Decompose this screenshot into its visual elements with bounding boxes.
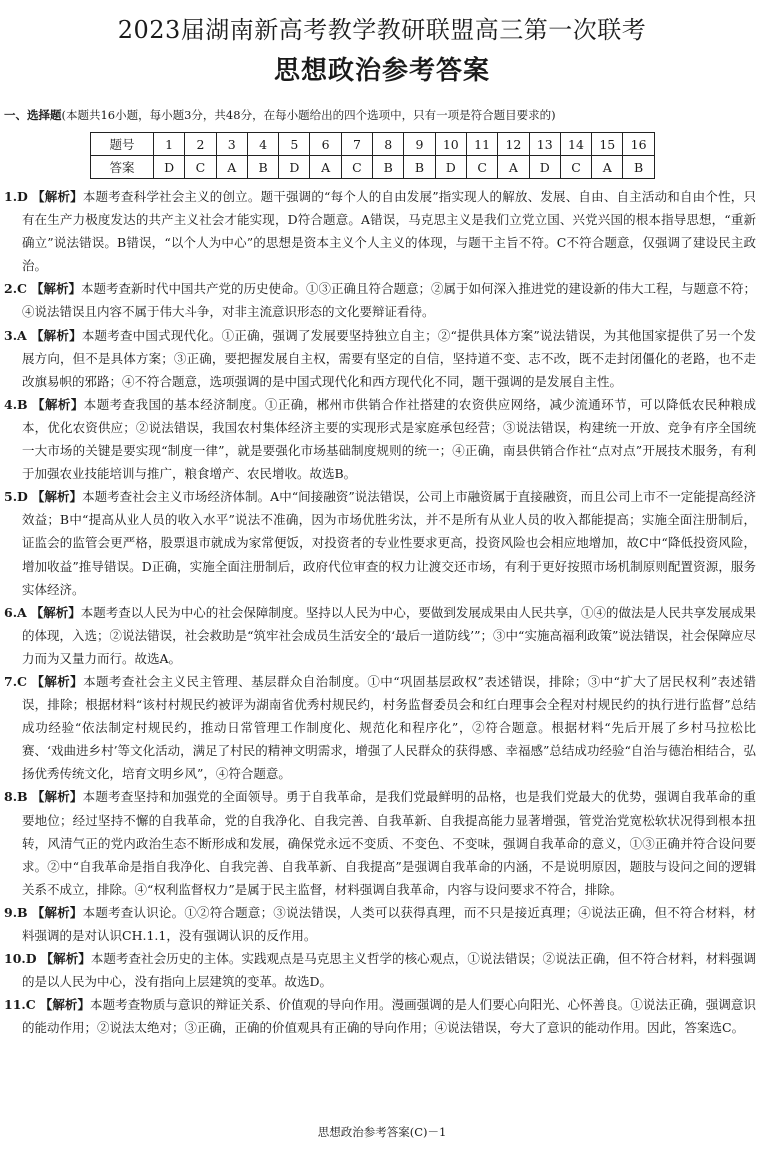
question-number: 9	[404, 133, 435, 156]
question-number: 13	[529, 133, 560, 156]
explanation-item-5	[4, 485, 756, 600]
answer-cell: C	[341, 156, 372, 179]
answer-cell: A	[216, 156, 247, 179]
question-number: 2	[185, 133, 216, 156]
question-number: 4	[247, 133, 278, 156]
item-number: 2.C	[4, 281, 27, 297]
explanation-item-3	[4, 324, 756, 393]
item-number: 5.D	[4, 489, 28, 505]
answer-cell: D	[279, 156, 310, 179]
answer-cell: B	[404, 156, 435, 179]
answer-cell: B	[623, 156, 654, 179]
section-instruction: (本题共16小题，每小题3分，共48分，在每小题给出的四个选项中，只有一项是符合题目要求的)	[61, 108, 556, 122]
analysis-tag: 【解析】	[31, 489, 83, 505]
answer-cell: A	[592, 156, 623, 179]
item-number: 11.C	[4, 997, 36, 1013]
item-text: 本题考查我国的基本经济制度。①正确，郴州市供销合作社搭建的农资供应网络，减少流通环节，可以降低农民种粮成本，优化农资供应；②说法错误，我国农村集体经济主要的实现形式是家庭承包经营；③说法错误，构建统一开放、竞争有序全国统一大市场的关键是要实现“制度一律”，就是要强化市场基础制度规则的统一；④正确，南县供销合作社“点对点”开展技术服务，有利于加强农业技能培训与推广，粮食增产、农民增收。故选B。	[22, 396, 756, 482]
item-number: 4.B	[4, 396, 28, 412]
item-number: 10.D	[4, 951, 37, 967]
answer-cell: C	[185, 156, 216, 179]
explanation-item-4	[4, 393, 756, 485]
question-number: 14	[560, 133, 591, 156]
item-number: 9.B	[4, 904, 28, 920]
answer-cell: A	[310, 156, 341, 179]
explanation-item-7	[4, 670, 756, 785]
row-label-answer: 答案	[91, 156, 154, 179]
question-number: 16	[623, 133, 654, 156]
answer-cell: B	[247, 156, 278, 179]
item-text: 本题考查认识论。①②符合题意；③说法错误，人类可以获得真理，而不只是接近真理；④说法正确，但不符合材料，材料强调的是对认识CH.1.1，没有强调认识的反作用。	[22, 904, 756, 943]
question-number: 12	[498, 133, 529, 156]
item-text: 本题考查以人民为中心的社会保障制度。坚持以人民为中心，要做到发展成果由人民共享，①④的做法是人民共享发展成果的体现，入选；②说法错误，社会救助是“筑牢社会成员生活安全的‘最后一道防线’”；③中“实施高福利政策”说法错误，社会保障应尽力而为又量力而行。故选A。	[22, 604, 756, 666]
exam-title: 2023届湖南新高考教学教研联盟高三第一次联考	[117, 16, 647, 44]
analysis-tag: 【解析】	[31, 673, 84, 689]
answer-cell: A	[498, 156, 529, 179]
item-text: 本题考查坚持和加强党的全面领导。勇于自我革命，是我们党最鲜明的品格，也是我们党最大的优势，强调自我革命的重要地位；经过坚持不懈的自我革命，党的自我净化、自我完善、自我革新、自我提高能力显著增强，管党治党宽松软状况得到根本扭转，风清气正的党内政治生态不断形成和发展，确保党永远不变质、不变色、不变味，强调自我革命的意义，①③正确并符合设问要求。②中“自我革命是指自我净化、自我完善、自我革新、自我提高”是强调自我革命的内涵，不是说明原因，题肢与设问之间的逻辑关系不成立，排除。④“权利监督权力”是属于民主监督，材料强调自我革命，内容与设问要求不符合，排除。	[22, 789, 756, 897]
document-subtitle: 思想政治参考答案	[273, 56, 490, 86]
answer-cell: B	[373, 156, 404, 179]
answer-cell: D	[154, 156, 185, 179]
item-number: 6.A	[4, 604, 27, 620]
answer-cell: D	[529, 156, 560, 179]
analysis-tag: 【解析】	[31, 904, 83, 920]
answer-cell: D	[435, 156, 466, 179]
item-text: 本题考查科学社会主义的创立。题干强调的“每个人的自由发展”指实现人的解放、发展、自由、自主活动和自由个性，只有在生产力极度发达的共产主义社会才能实现，D符合题意。A错误，马克思主义是我们立党立国、兴党兴国的根本指导思想，“重新确立”说法错误。B错误，“以个人为中心”的思想是资本主义个人主义的体现，与题干主旨不符。C不符合题意，仅强调了建设民主政治。	[22, 189, 756, 274]
page-footer: 思想政治参考答案(C)－1	[317, 1125, 447, 1139]
item-number: 1.D	[4, 189, 28, 204]
row-label-number: 题号	[91, 133, 154, 156]
item-text: 本题考查物质与意识的辩证关系、价值观的导向作用。漫画强调的是人们要心向阳光、心怀善良。①说法正确，强调意识的能动作用；②说法太绝对；③正确，正确的价值观具有正确的导向作用；④说法错误，夸大了意识的能动作用。因此，答案选C。	[22, 997, 756, 1036]
explanation-item-2	[4, 277, 756, 323]
question-number: 3	[216, 133, 247, 156]
explanation-item-8	[4, 785, 756, 900]
question-number: 8	[373, 133, 404, 156]
question-number: 10	[435, 133, 466, 156]
analysis-tag: 【解析】	[30, 327, 82, 343]
explanation-item-10	[4, 947, 756, 993]
analysis-tag: 【解析】	[30, 604, 81, 620]
item-text: 本题考查新时代中国共产党的历史使命。①③正确且符合题意；②属于如何深入推进党的建设新的伟大工程，与题意不符；④说法错误且内容不属于伟大斗争，对非主流意识形态的文化要辩证看待。	[22, 281, 757, 320]
question-number: 5	[279, 133, 310, 156]
item-text: 本题考查社会主义民主管理、基层群众自治制度。①中“巩固基层政权”表述错误，排除；③中“扩大了居民权利”表述错误，排除；根据材料“该村村规民约被评为湖南省优秀村规民约，村务监督委员会和红白理事会全程对村规民约的执行进行监督”总结成功经验“依法制定村规民约，推动日常管理工作制度化、规范化和程序化”，②符合题意。根据材料“先后开展了乡村马拉松比赛、‘戏曲进乡村’等文化活动，满足了村民的精神文明需求，增强了人民群众的获得感、幸福感”总结成功经验“自治与德治相结合，弘扬优秀传统文化，培育文明乡风”，④符合题意。	[22, 673, 756, 782]
answer-table-answer-row	[91, 156, 655, 179]
item-text: 本题考查社会历史的主体。实践观点是马克思主义哲学的核心观点，①说法错误；②说法正确，但不符合材料，材料强调的是以人民为中心，没有指向上层建筑的变革。故选D。	[22, 951, 756, 990]
analysis-tag: 【解析】	[39, 997, 91, 1013]
item-number: 7.C	[4, 673, 27, 689]
answer-cell: C	[466, 156, 497, 179]
question-number: 7	[341, 133, 372, 156]
analysis-tag: 【解析】	[31, 789, 83, 805]
analysis-tag: 【解析】	[32, 189, 83, 204]
explanation-item-9	[4, 901, 756, 947]
item-text: 本题考查社会主义市场经济体制。A中“间接融资”说法错误，公司上市融资属于直接融资，而且公司上市不一定能提高经济效益；B中“提高从业人员的收入水平”说法不准确，因为市场优胜劣汰，并不是所有从业人员的收入都能提高；实施全面注册制后，证监会的监管会更严格，股票退市就成为家常便饭，对投资者的专业性要求更高，投资风险也会相应地增加，故C中“降低投资风险，增加收益”推导错误。D正确，实施全面注册制后，政府代位审查的权力让渡交还市场，有利于更好按照市场机制原则配置资源，服务实体经济。	[22, 489, 756, 597]
analysis-tag: 【解析】	[32, 396, 84, 412]
question-number: 1	[154, 133, 185, 156]
section-heading	[4, 107, 760, 123]
question-number: 6	[310, 133, 341, 156]
answer-table	[90, 132, 655, 179]
explanation-item-6	[4, 601, 756, 670]
section-title: 一、选择题	[4, 108, 62, 122]
answer-cell: C	[560, 156, 591, 179]
item-text: 本题考查中国式现代化。①正确，强调了发展要坚持独立自主；②“提供具体方案”说法错误，为其他国家提供了另一个发展方向，但不是具体方案；③正确，要把握发展自主权，需要有坚定的自信，坚持道不变、志不改，既不走封闭僵化的老路，也不走改旗易帜的邪路；④不符合题意，选项强调的是中国式现代化和西方现代化不同，题干强调的是发展自主性。	[22, 327, 756, 389]
question-number: 15	[592, 133, 623, 156]
answer-table-number-row	[91, 133, 655, 156]
explanation-item-11	[4, 993, 756, 1039]
item-number: 3.A	[4, 327, 27, 343]
explanation-list	[4, 185, 756, 1039]
explanation-item-1	[4, 185, 756, 277]
item-number: 8.B	[4, 789, 28, 805]
analysis-tag: 【解析】	[30, 281, 81, 297]
question-number: 11	[466, 133, 497, 156]
analysis-tag: 【解析】	[40, 951, 91, 967]
